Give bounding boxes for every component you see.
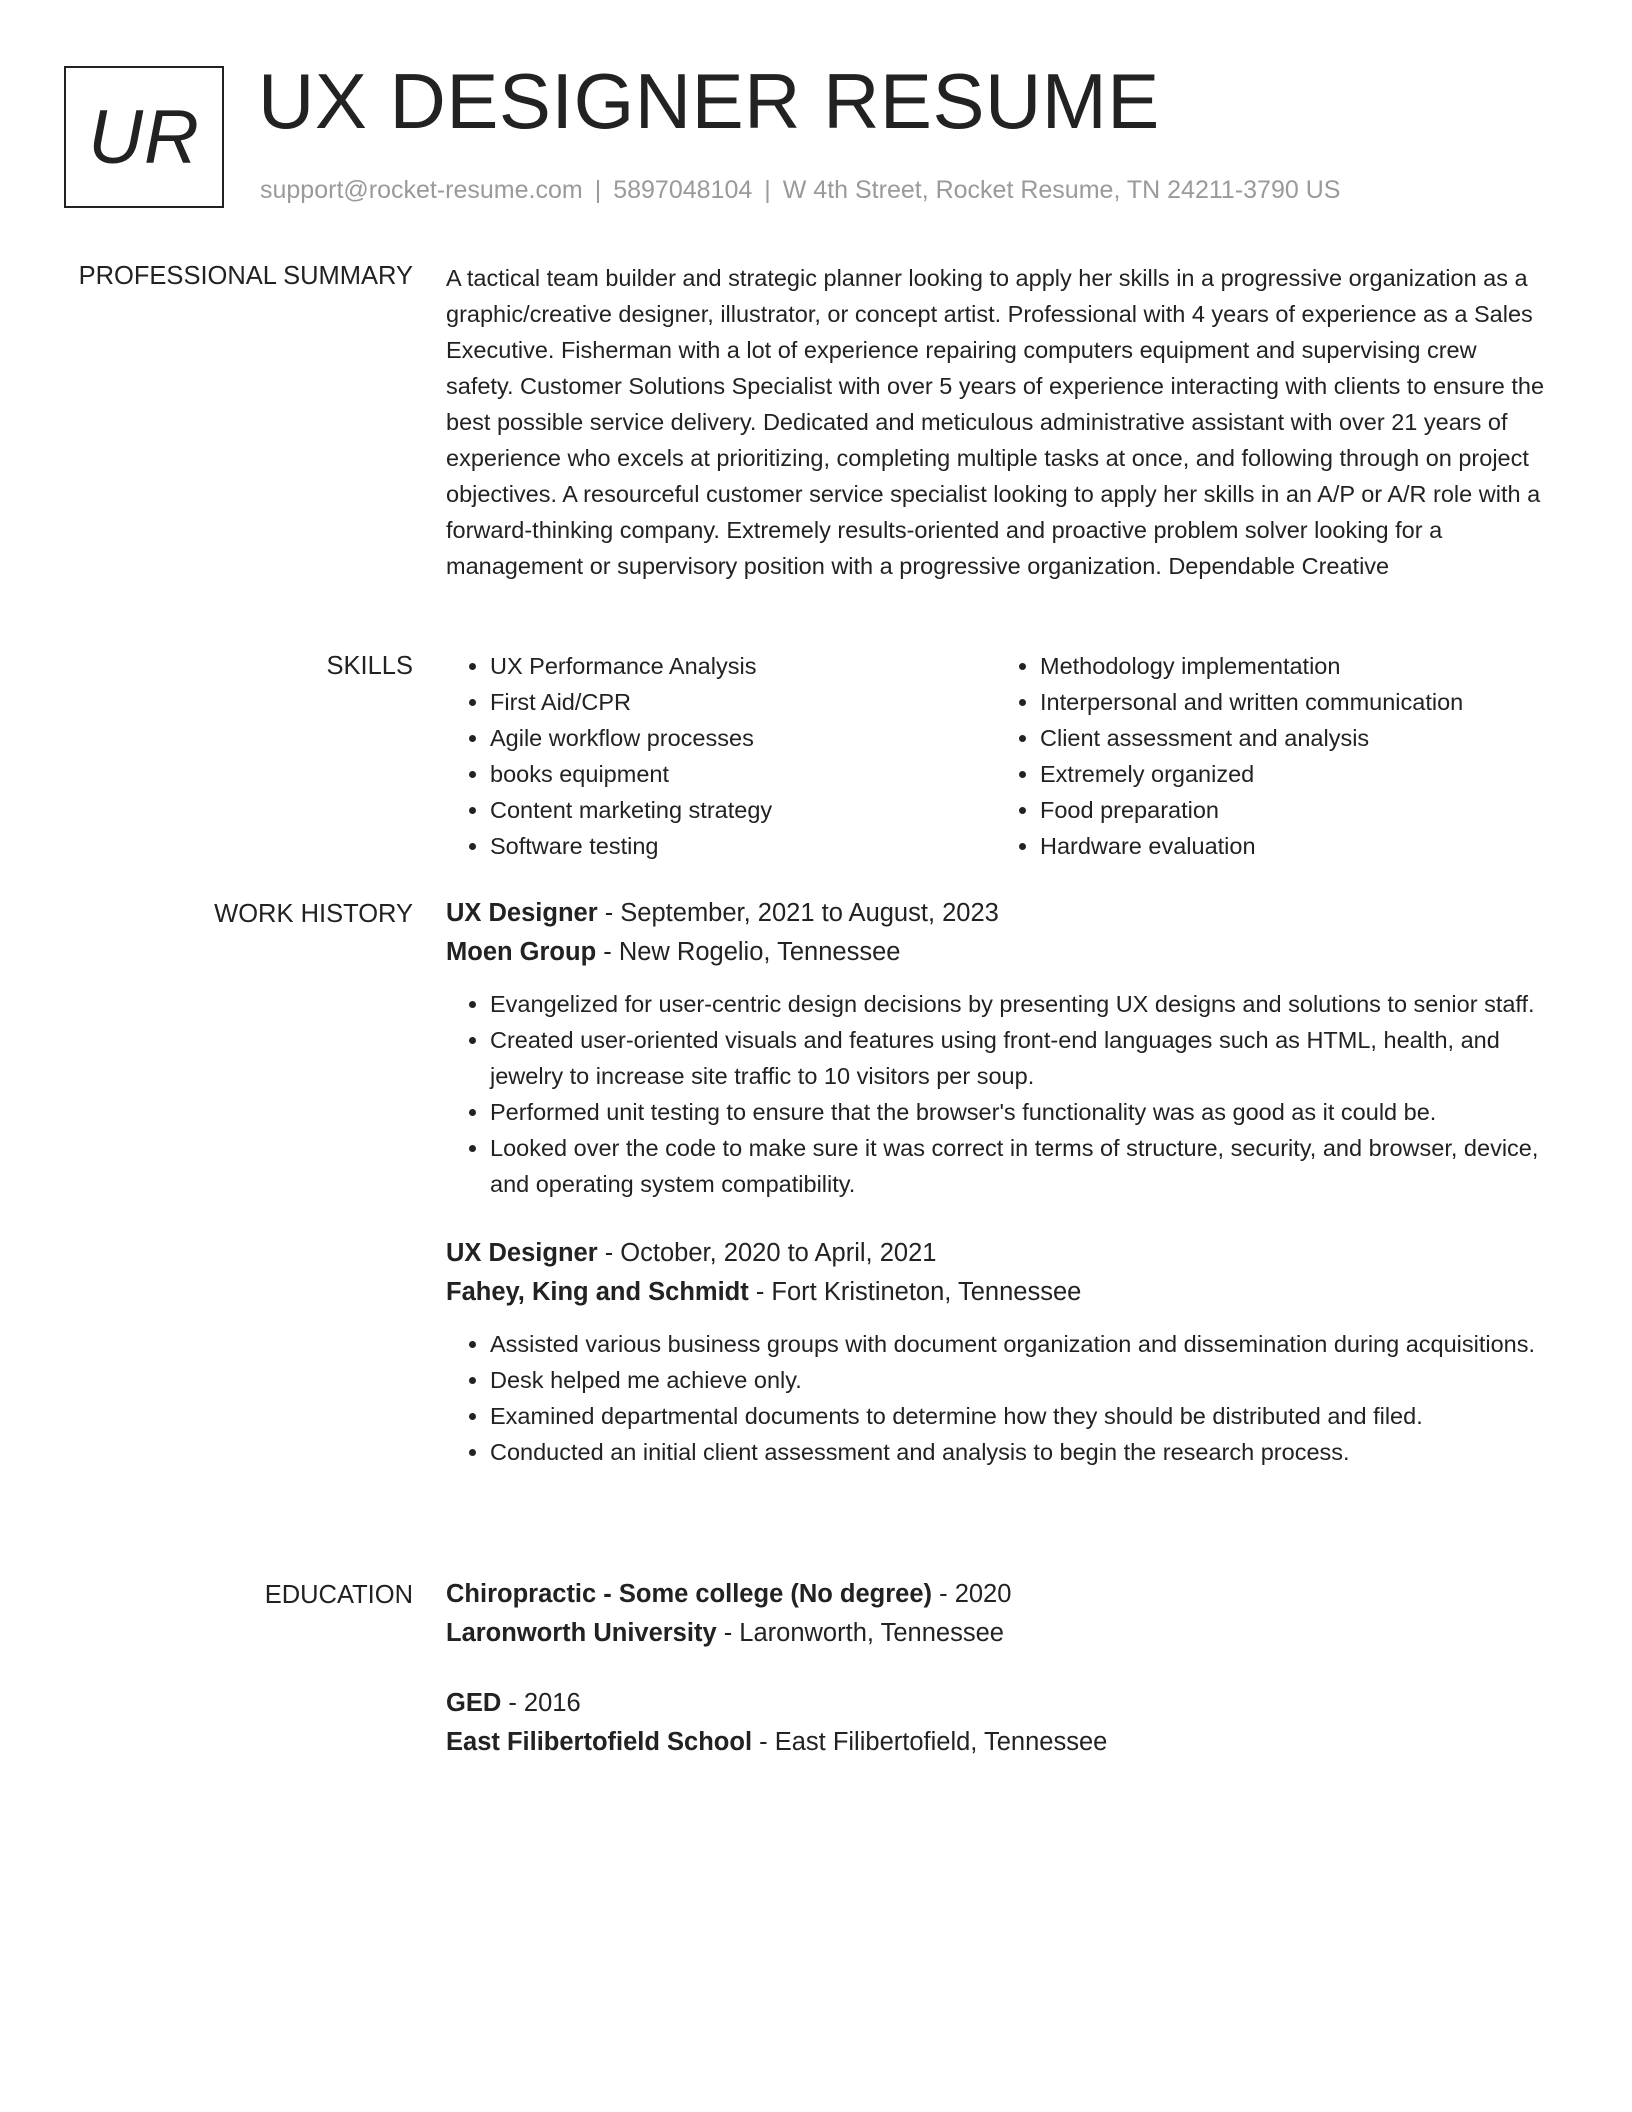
work-history-body bbox=[446, 894, 1546, 1470]
education-body bbox=[446, 1575, 1546, 1762]
education-header bbox=[446, 1684, 1546, 1723]
job-bullet: • Assisted various business groups with document organization and dissemination during acquisitions. bbox=[490, 1326, 1546, 1362]
skill-item: • Interpersonal and written communication bbox=[1040, 684, 1546, 720]
job-company: Moen Group bbox=[446, 938, 597, 966]
skills-list-left bbox=[446, 648, 996, 864]
job-company-line bbox=[446, 933, 1546, 972]
job-location: - Fort Kristineton, Tennessee bbox=[748, 1278, 1082, 1306]
skills-list-right bbox=[996, 648, 1546, 864]
summary-text: A tactical team builder and strategic planner looking to apply her skills in a progressive organization as a graphic/creative designer, illustrator, or concept artist. Professional with 4 years of experience as a Sales Executive. Fisherman with a lot of experience repairing computers equipment and supervising crew safety. Customer Solutions Specialist with over 5 years of experience interacting with clients to ensure the best possible service delivery. Dedicated and meticulous administrative assistant with over 21 years of experience who excels at prioritizing, completing multiple tasks at once, and following through on project objectives. A resourceful customer service specialist looking to apply her skills in an A/P or A/R role with a forward-thinking company. Extremely results-oriented and proactive problem solver looking for a management or supervisory position with a progressive organization. Dependable Creative bbox=[446, 265, 1545, 579]
job-bullet: • Looked over the code to make sure it was correct in terms of structure, security, and browser, device, and operating system compatibility. bbox=[490, 1130, 1546, 1202]
job-bullet: • Performed unit testing to ensure that the browser's functionality was as good as it could be. bbox=[490, 1094, 1546, 1130]
job-location: - New Rogelio, Tennessee bbox=[596, 938, 901, 966]
contact-line bbox=[260, 174, 1340, 206]
skill-item: • Client assessment and analysis bbox=[1040, 720, 1546, 756]
education-school-line bbox=[446, 1614, 1546, 1653]
education-location: - Laronworth, Tennessee bbox=[716, 1619, 1004, 1647]
education-year: - 2020 bbox=[932, 1580, 1012, 1608]
job-bullet: • Created user-oriented visuals and features using front-end languages such as HTML, health, and jewelry to increase site traffic to 10 visitors per soup. bbox=[490, 1022, 1546, 1094]
skill-item: • Software testing bbox=[490, 828, 996, 864]
contact-phone[interactable]: 5897048104 bbox=[613, 176, 753, 204]
education-year: - 2016 bbox=[501, 1689, 581, 1717]
contact-email[interactable]: support@rocket-resume.com bbox=[260, 176, 583, 204]
monogram-logo: UR bbox=[64, 66, 224, 208]
section-label-education: EDUCATION bbox=[264, 1581, 413, 1609]
skill-item: • First Aid/CPR bbox=[490, 684, 996, 720]
job-company-line bbox=[446, 1273, 1546, 1312]
job-title: UX Designer bbox=[446, 899, 598, 927]
skill-item: • Hardware evaluation bbox=[1040, 828, 1546, 864]
skill-item: • books equipment bbox=[490, 756, 996, 792]
section-label-work: WORK HISTORY bbox=[214, 900, 413, 928]
job-bullet: • Examined departmental documents to determine how they should be distributed and filed. bbox=[490, 1398, 1546, 1434]
job-header bbox=[446, 894, 1546, 933]
job-bullet: • Desk helped me achieve only. bbox=[490, 1362, 1546, 1398]
education-degree: Chiropractic - Some college (No degree) bbox=[446, 1580, 933, 1608]
skills-body bbox=[446, 648, 1546, 864]
skill-item: • Content marketing strategy bbox=[490, 792, 996, 828]
job-bullets bbox=[446, 986, 1546, 1202]
education-entry bbox=[446, 1684, 1546, 1762]
education-entry bbox=[446, 1575, 1546, 1653]
section-label-skills: SKILLS bbox=[326, 652, 413, 680]
contact-separator: | bbox=[594, 176, 602, 204]
job-entry bbox=[446, 1234, 1546, 1470]
section-label-summary: PROFESSIONAL SUMMARY bbox=[78, 262, 413, 290]
education-header bbox=[446, 1575, 1546, 1614]
education-location: - East Filibertofield, Tennessee bbox=[752, 1728, 1108, 1756]
skill-item: • Methodology implementation bbox=[1040, 648, 1546, 684]
contact-separator: | bbox=[764, 176, 771, 204]
job-title: UX Designer bbox=[446, 1239, 598, 1267]
job-dates: - September, 2021 to August, 2023 bbox=[597, 899, 999, 927]
job-company: Fahey, King and Schmidt bbox=[446, 1278, 749, 1306]
contact-address: W 4th Street, Rocket Resume, TN 24211-3790 US bbox=[782, 176, 1341, 204]
job-bullets bbox=[446, 1326, 1546, 1470]
job-bullet: • Conducted an initial client assessment and analysis to begin the research process. bbox=[490, 1434, 1546, 1470]
skill-item: • Extremely organized bbox=[1040, 756, 1546, 792]
skill-item: • UX Performance Analysis bbox=[490, 648, 996, 684]
education-degree: GED bbox=[446, 1689, 502, 1717]
summary-body bbox=[446, 260, 1546, 584]
job-dates: - October, 2020 to April, 2021 bbox=[597, 1239, 937, 1267]
skill-item: • Food preparation bbox=[1040, 792, 1546, 828]
job-header bbox=[446, 1234, 1546, 1273]
skill-item: • Agile workflow processes bbox=[490, 720, 996, 756]
job-entry bbox=[446, 894, 1546, 1202]
education-school: Laronworth University bbox=[446, 1619, 717, 1647]
education-school-line bbox=[446, 1723, 1546, 1762]
job-bullet: • Evangelized for user-centric design decisions by presenting UX designs and solutions to senior staff. bbox=[490, 986, 1546, 1022]
education-school: East Filibertofield School bbox=[446, 1728, 753, 1756]
resume-title: UX DESIGNER RESUME bbox=[258, 57, 1160, 145]
